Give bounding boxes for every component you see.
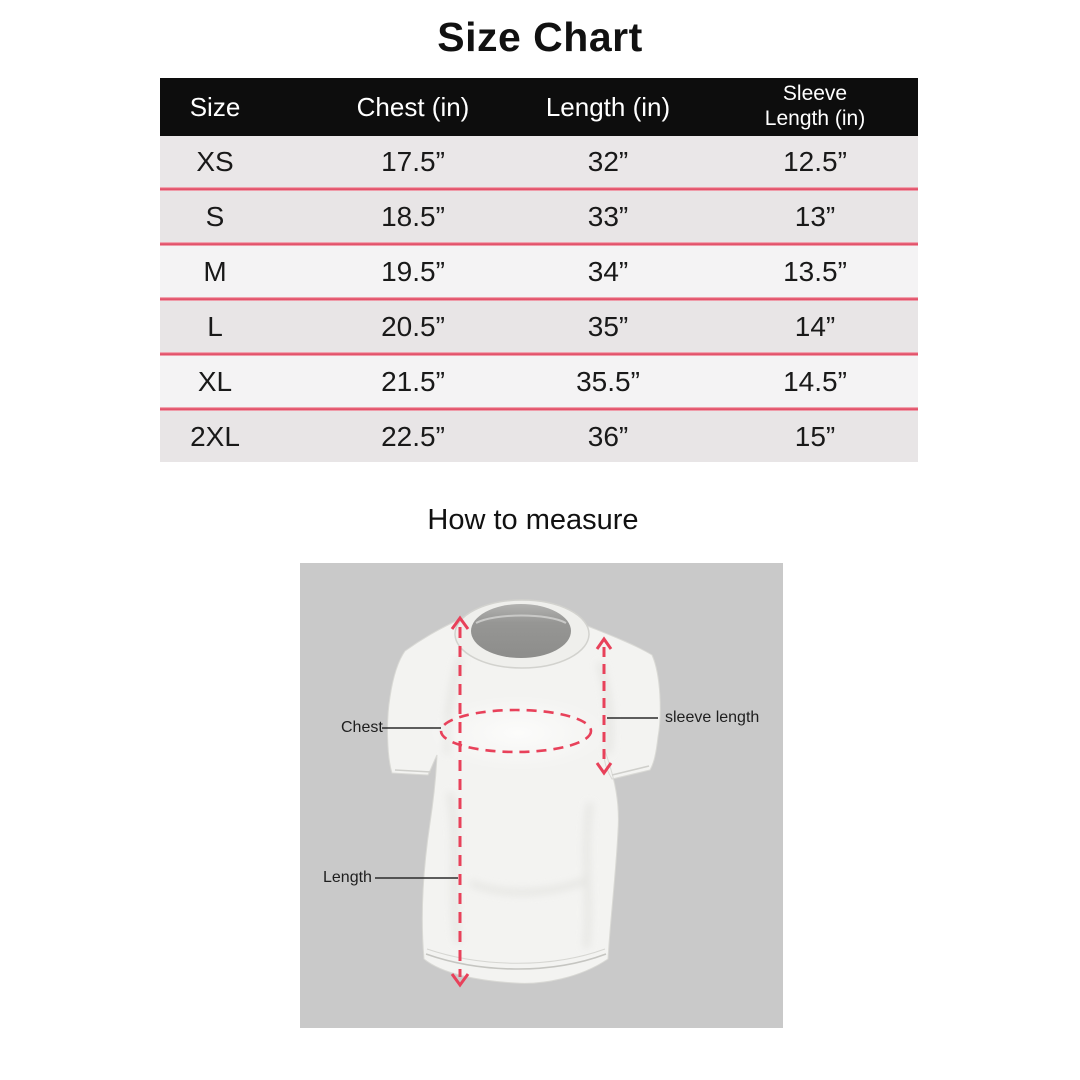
cell-size: L	[207, 311, 223, 342]
cell-chest: 20.5”	[381, 311, 445, 342]
cell-size: M	[203, 256, 227, 287]
cell-length: 35.5”	[576, 366, 640, 397]
cell-chest: 19.5”	[381, 256, 445, 287]
table-row-xs	[160, 136, 918, 187]
collar-opening	[471, 604, 571, 658]
sleeve-length-label: sleeve length	[665, 709, 760, 726]
cell-chest: 17.5”	[381, 146, 445, 177]
header-sleeve-length: Sleeve Length (in)	[764, 82, 866, 130]
measure-diagram	[300, 563, 783, 1028]
cell-sleeve: 14”	[794, 311, 836, 342]
cell-sleeve: 14.5”	[783, 366, 847, 397]
table-header-row	[160, 78, 918, 136]
cell-size: XS	[196, 146, 234, 177]
length-label: Length	[323, 869, 372, 886]
chest-label: Chest	[341, 719, 383, 736]
header-length: Length (in)	[545, 92, 671, 122]
cell-length: 33”	[587, 201, 629, 232]
chest-highlight	[428, 695, 608, 771]
how-to-measure-heading: How to measure	[427, 504, 639, 536]
table-row-m	[160, 246, 918, 297]
cell-length: 32”	[587, 146, 629, 177]
cell-size: 2XL	[190, 421, 240, 452]
table-row-s	[160, 191, 918, 242]
cell-length: 35”	[587, 311, 629, 342]
cell-chest: 22.5”	[381, 421, 445, 452]
cell-sleeve: 13”	[794, 201, 836, 232]
table-row-l	[160, 301, 918, 352]
header-size: Size	[189, 92, 241, 122]
tshirt-illustration	[300, 563, 783, 1028]
cell-sleeve: 15”	[794, 421, 836, 452]
size-chart-table	[160, 78, 918, 462]
cell-chest: 18.5”	[381, 201, 445, 232]
cell-chest: 21.5”	[381, 366, 445, 397]
cell-sleeve: 13.5”	[783, 256, 847, 287]
tshirt-shape	[388, 600, 661, 983]
cell-size: XL	[197, 366, 233, 397]
table-row-2xl	[160, 411, 918, 462]
table-row-xl	[160, 356, 918, 407]
header-chest: Chest (in)	[356, 92, 470, 122]
cell-length: 36”	[587, 421, 629, 452]
cell-sleeve: 12.5”	[783, 146, 847, 177]
page-title: Size Chart	[437, 14, 643, 60]
cell-size: S	[205, 201, 225, 232]
cell-length: 34”	[587, 256, 629, 287]
